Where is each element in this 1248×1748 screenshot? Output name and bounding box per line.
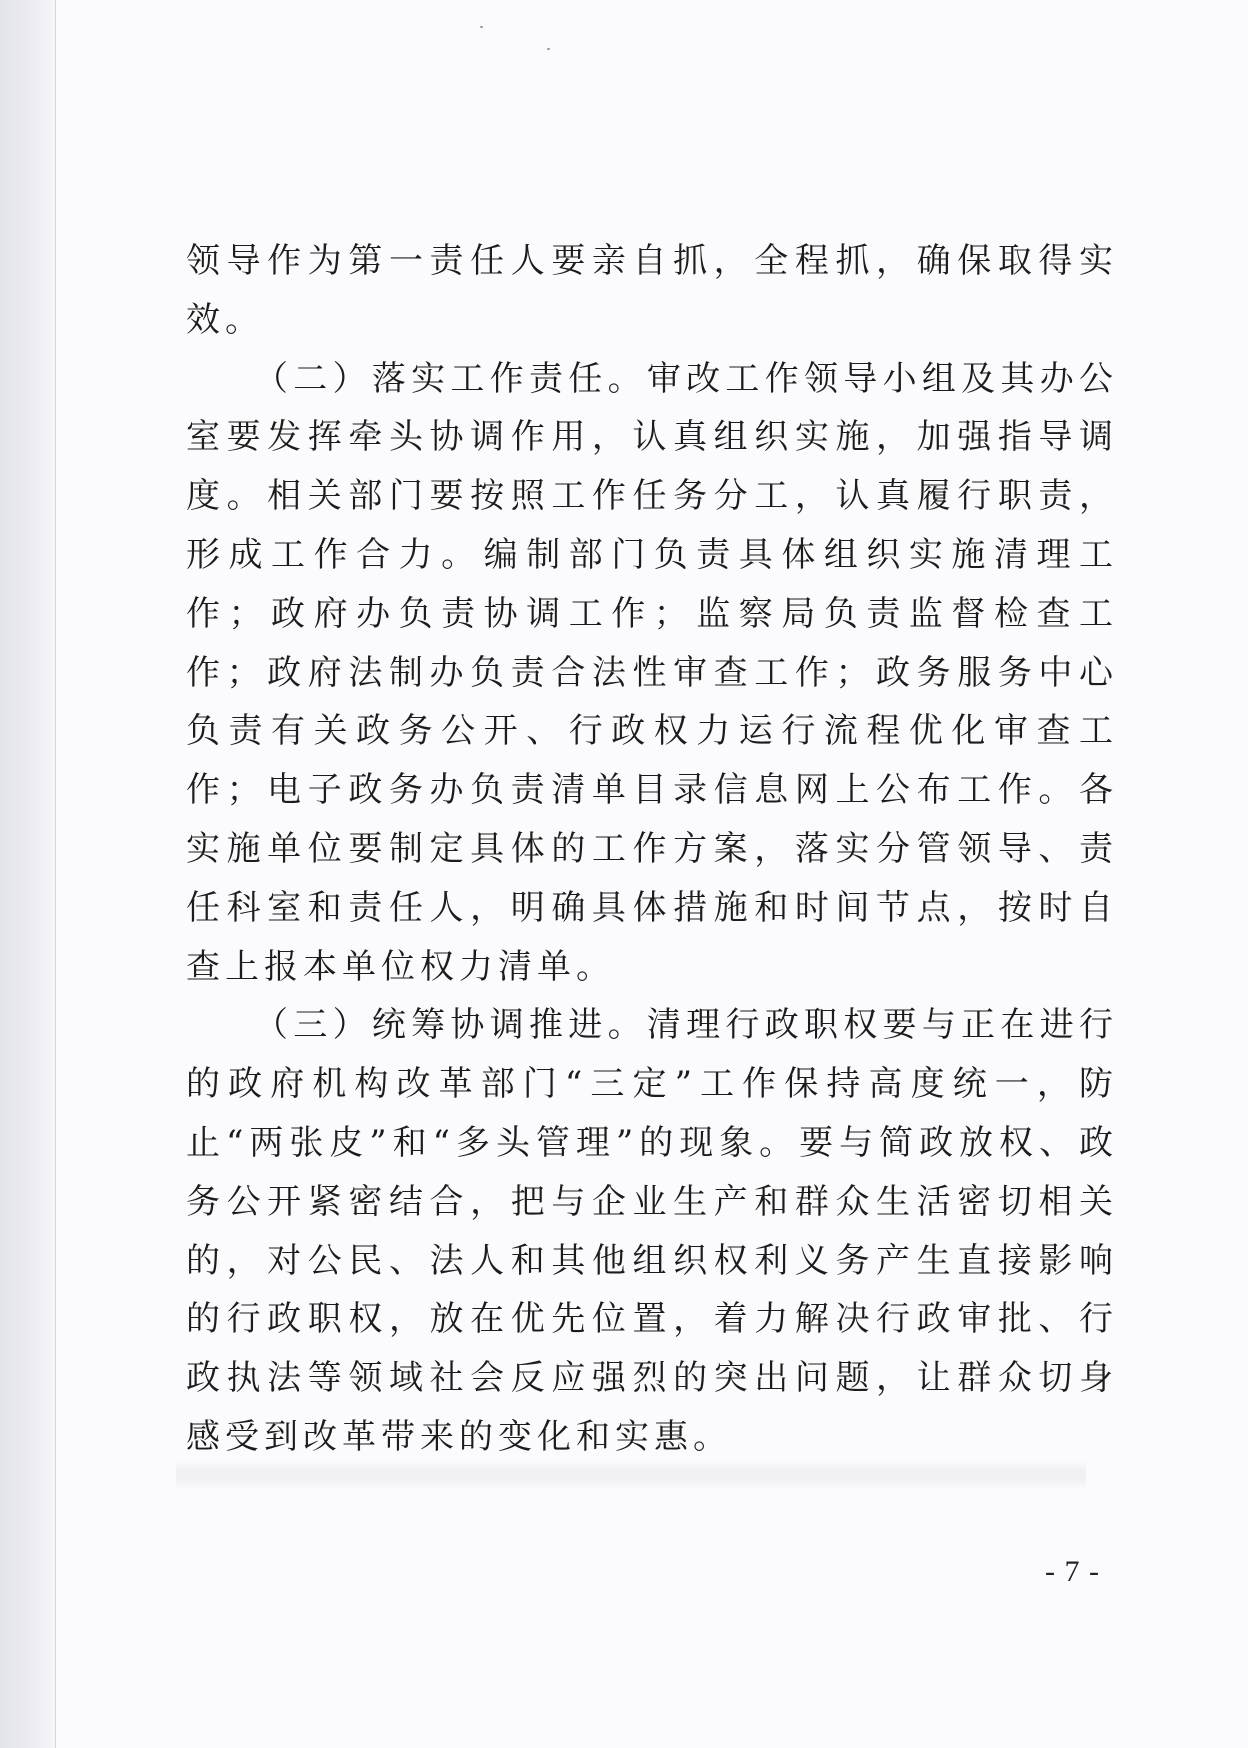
bleed-through-line [176,1460,1086,1490]
scan-speck [480,26,483,28]
paragraph-work-responsibility: （二）落实工作责任。审改工作领导小组及其办公室要发挥牵头协调作用，认真组织实施，加强指导调度。相关部门要按照工作任务分工，认真履行职责，形成工作合力。编制部门负责具体组织实施清理工作；政府办负责协调工作；监察局负责监督检查工作；政府法制办负责合法性审查工作；政务服务中心负责有关政务公开、行政权力运行流程优化审查工作；电子政务办负责清单目录信息网上公布工作。各实施单位要制定具体的工作方案，落实分管领导、责任科室和责任人，明确具体措施和时间节点，按时自查上报本单位权力清单。 [186,358,1118,987]
body-text [186,232,1118,1467]
scan-speck [547,48,550,50]
paragraph-coordination: （三）统筹协调推进。清理行政职权要与正在进行的政府机构改革部门“三定”工作保持高度统一，防止“两张皮”和“多头管理”的现象。要与简政放权、政务公开紧密结合，把与企业生产和群众生活密切相关的，对公民、法人和其他组织权利义务产生直接影响的行政职权，放在优先位置，着力解决行政审批、行政执法等领域社会反应强烈的突出问题，让群众切身感受到改革带来的变化和实惠。 [186,1005,1118,1457]
paragraph-continuation: 领导作为第一责任人要亲自抓，全程抓，确保取得实效。 [186,241,1118,340]
page-number: - 7 - [1045,1555,1100,1588]
scan-left-edge [0,0,56,1748]
